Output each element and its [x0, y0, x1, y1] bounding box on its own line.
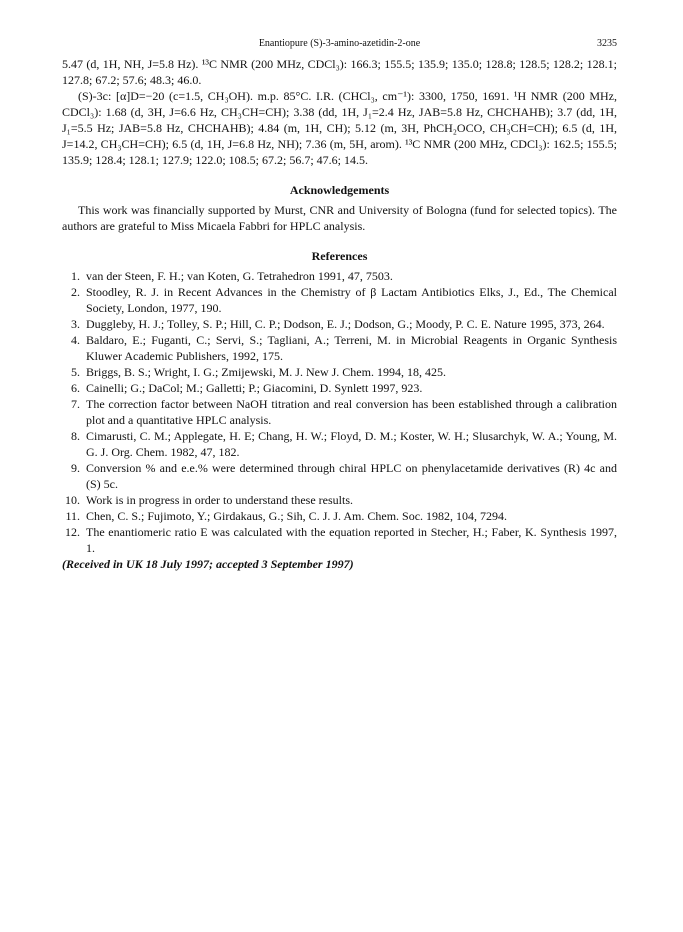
reference-item [62, 524, 617, 556]
reference-item [62, 508, 617, 524]
reference-number: 3. [71, 317, 80, 331]
page-number: 3235 [597, 38, 617, 49]
compound-3c-paragraph: (S)-3c: [α]D=−20 (c=1.5, CH₃OH). m.p. 85°C. I.R. (CHCl₃, cm⁻¹): 3300, 1750, 1691. ¹H NMR (200 MHz, CDCl₃): 1.68 (d, 3H, J=6.6 Hz, CH₃CH=CH); 3.38 (dd, 1H, J₁=2.4 Hz, JAB=5.8 Hz, CHCHAHB); 3.7 (dd, 1H, J₁=5.5 Hz; JAB=5.8 Hz, CHCHAHB); 4.84 (m, 1H, CH); 5.12 (m, 3H, PhCH₂OCO, CH₃CH=CH); 6.5 (d, 1H, J=14.2, CH₃CH=CH); 6.5 (d, 1H, J=6.8 Hz, NH); 7.36 (m, 5H, arom). ¹³C NMR (200 MHz, CDCl₃): 162.5; 155.5; 135.9; 128.4; 128.1; 127.9; 122.0; 108.5; 67.2; 56.7; 47.6; 14.5. [62, 89, 617, 167]
references-heading: References [311, 249, 368, 263]
reference-text: Work is in progress in order to understand these results. [86, 493, 353, 507]
reference-text: Cimarusti, C. M.; Applegate, H. E; Chang, H. W.; Floyd, D. M.; Koster, W. H.; Slusarchyk, W. A.; Young, M. G. J. Org. Chem. 1982, 47, 182. [86, 429, 617, 459]
reference-number: 4. [71, 333, 80, 347]
reference-text: Stoodley, R. J. in Recent Advances in the Chemistry of β Lactam Antibiotics Elks, J., Ed., The Chemical Society, London, 1977, 190. [86, 285, 617, 315]
reference-text: Baldaro, E.; Fuganti, C.; Servi, S.; Tagliani, A.; Terreni, M. in Microbial Reagents in Organic Synthesis Kluwer Academic Publishers, 1992, 175. [86, 333, 617, 363]
reference-item [62, 492, 617, 508]
reference-item [62, 332, 617, 364]
reference-text: Conversion % and e.e.% were determined through chiral HPLC on phenylacetamide derivatives (R) 4c and (S) 5c. [86, 461, 617, 491]
reference-number: 1. [71, 269, 80, 283]
received-dates: (Received in UK 18 July 1997; accepted 3 September 1997) [62, 557, 354, 571]
nmr-continuation-paragraph: 5.47 (d, 1H, NH, J=5.8 Hz). ¹³C NMR (200 MHz, CDCl₃): 166.3; 155.5; 135.9; 135.0; 128.8; 128.5; 128.2; 128.1; 127.8; 67.2; 57.6; 48.3; 46.0. [62, 57, 617, 87]
reference-number: 9. [71, 461, 80, 475]
reference-text: van der Steen, F. H.; van Koten, G. Tetrahedron 1991, 47, 7503. [86, 269, 393, 283]
reference-number: 8. [71, 429, 80, 443]
reference-item [62, 284, 617, 316]
reference-number: 2. [71, 285, 80, 299]
reference-number: 12. [65, 525, 80, 539]
reference-item [62, 460, 617, 492]
reference-number: 10. [65, 493, 80, 507]
reference-item [62, 428, 617, 460]
acknowledgements-heading: Acknowledgements [289, 183, 390, 197]
reference-number: 5. [71, 365, 80, 379]
reference-text: Chen, C. S.; Fujimoto, Y.; Girdakaus, G.; Sih, C. J. J. Am. Chem. Soc. 1982, 104, 7294. [86, 509, 508, 523]
reference-text: The enantiomeric ratio E was calculated with the equation reported in Stecher, H.; Faber, K. Synthesis 1997, 1. [86, 525, 617, 555]
reference-item [62, 380, 617, 396]
reference-item [62, 268, 617, 284]
reference-number: 11. [65, 509, 80, 523]
reference-text: The correction factor between NaOH titration and real conversion has been established through a calibration plot and a quantitative HPLC analysis. [86, 397, 617, 427]
reference-number: 7. [71, 397, 80, 411]
references-list [62, 268, 617, 556]
reference-number: 6. [71, 381, 80, 395]
running-title: Enantiopure (S)-3-amino-azetidin-2-one [258, 38, 421, 49]
reference-item [62, 364, 617, 380]
reference-text: Briggs, B. S.; Wright, I. G.; Zmijewski, M. J. New J. Chem. 1994, 18, 425. [86, 365, 446, 379]
page-body [62, 56, 617, 572]
reference-item [62, 316, 617, 332]
acknowledgements-text: This work was financially supported by Murst, CNR and University of Bologna (fund for selected topics). The authors are grateful to Miss Micaela Fabbri for HPLC analysis. [62, 203, 617, 233]
reference-text: Duggleby, H. J.; Tolley, S. P.; Hill, C. P.; Dodson, E. J.; Dodson, G.; Moody, P. C. E. Nature 1995, 373, 264. [86, 317, 605, 331]
reference-text: Cainelli; G.; DaCol; M.; Galletti; P.; Giacomini, D. Synlett 1997, 923. [86, 381, 423, 395]
reference-item [62, 396, 617, 428]
